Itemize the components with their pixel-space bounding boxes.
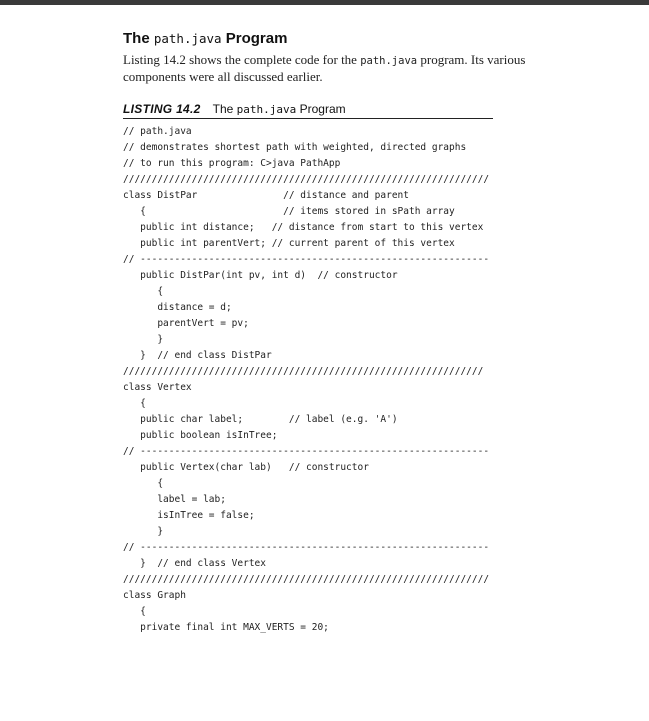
code-line: { xyxy=(123,286,164,297)
code-line: public DistPar(int pv, int d) // constructor xyxy=(123,270,398,281)
code-line: { // items stored in sPath array xyxy=(123,206,455,217)
code-line: public Vertex(char lab) // constructor xyxy=(123,462,369,473)
section-title-code: path.java xyxy=(153,31,222,46)
code-line: class Vertex xyxy=(123,382,192,393)
code-line: } // end class DistPar xyxy=(123,350,272,361)
intro-paragraph: Listing 14.2 shows the complete code for the path.java program. Its various components were all discussed earlier. xyxy=(123,52,526,84)
code-line: // demonstrates shortest path with weighted, directed graphs xyxy=(123,142,467,153)
listing-number: LISTING 14.2 xyxy=(123,102,201,116)
code-line: // ------------------------------------------------------------- xyxy=(123,542,490,553)
code-line: /////////////////////////////////////////////////////////////// xyxy=(123,366,484,377)
section-title: The path.java Program xyxy=(123,30,288,47)
intro-code: path.java xyxy=(360,55,418,67)
code-line: public char label; // label (e.g. 'A') xyxy=(123,414,398,425)
code-line: private final int MAX_VERTS = 20; xyxy=(123,622,329,633)
code-line: class DistPar // distance and parent xyxy=(123,190,409,201)
code-line: public int distance; // distance from start to this vertex xyxy=(123,222,484,233)
code-line: isInTree = false; xyxy=(123,510,255,521)
code-line: public int parentVert; // current parent of this vertex xyxy=(123,238,455,249)
code-line: //////////////////////////////////////////////////////////////// xyxy=(123,574,490,585)
code-line: { xyxy=(123,606,146,617)
code-line: distance = d; xyxy=(123,302,232,313)
code-line: } xyxy=(123,334,164,345)
listing-title-code: path.java xyxy=(236,103,297,116)
code-line: //////////////////////////////////////////////////////////////// xyxy=(123,174,490,185)
code-line: // to run this program: C>java PathApp xyxy=(123,158,341,169)
code-line: // ------------------------------------------------------------- xyxy=(123,254,490,265)
code-line: label = lab; xyxy=(123,494,226,505)
code-line: // ------------------------------------------------------------- xyxy=(123,446,490,457)
code-line: class Graph xyxy=(123,590,186,601)
code-line: // path.java xyxy=(123,126,192,137)
code-line: public boolean isInTree; xyxy=(123,430,278,441)
code-listing xyxy=(123,124,489,636)
code-line: { xyxy=(123,478,164,489)
code-line: parentVert = pv; xyxy=(123,318,249,329)
listing-header: LISTING 14.2 The path.java Program xyxy=(123,102,493,119)
code-line: } xyxy=(123,526,164,537)
code-line: { xyxy=(123,398,146,409)
code-line: } // end class Vertex xyxy=(123,558,266,569)
